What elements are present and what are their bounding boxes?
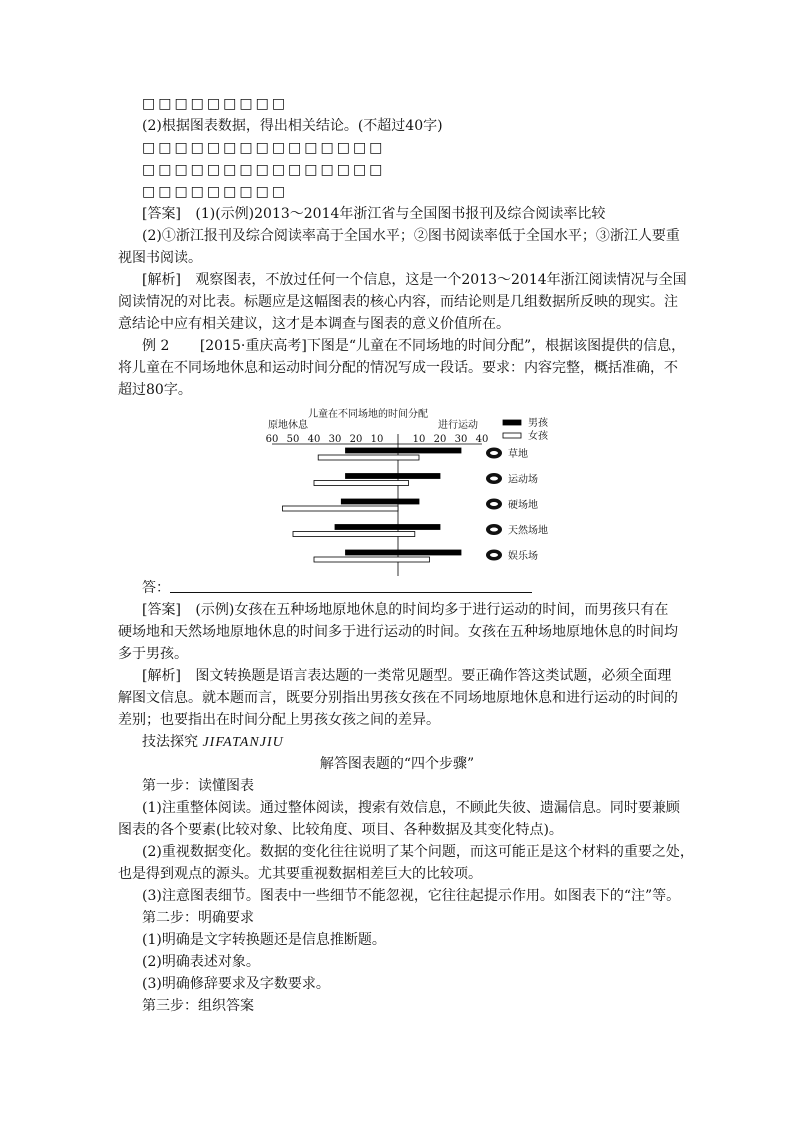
example-2-line1 bbox=[142, 336, 685, 356]
analysis-2-line2: 解图文信息。就本题而言，既要分别指出男孩女孩在不同场地原地休息和进行运动的时间的 bbox=[118, 690, 678, 706]
tick-label-left: 50 bbox=[286, 434, 300, 445]
question-2-prompt: (2)根据图表数据，得出相关结论。(不超过40字) bbox=[142, 118, 443, 134]
chart-right-label: 进行运动 bbox=[438, 420, 478, 431]
step-2-item-1: (1)明确是文字转换题还是信息推断题。 bbox=[142, 932, 386, 948]
legend-label-boys: 男孩 bbox=[528, 418, 548, 429]
answer-1-line1 bbox=[142, 204, 605, 224]
boys-bar-4 bbox=[335, 525, 440, 530]
answer-2-text: (示例)女孩在五种场地原地休息的时间均多于进行运动的时间，而男孩只有在 bbox=[195, 602, 669, 618]
tick-label-left: 10 bbox=[370, 434, 384, 445]
tick-label-right: 40 bbox=[475, 434, 489, 445]
answer-prompt: 答： bbox=[142, 580, 170, 596]
step-1-item-1: (1)注重整体阅读。通过整体阅读，搜索有效信息，不顾此失彼、遗漏信息。同时要兼顾 bbox=[142, 800, 680, 816]
boys-bar-5 bbox=[346, 550, 462, 555]
step-1-item-2: (2)重视数据变化。数据的变化往往说明了某个问题，而这可能正是这个材料的重要之处， bbox=[142, 844, 694, 860]
answer-1-line2: (2)①浙江报刊及综合阅读率高于全国水平；②图书阅读率低于全国水平；③浙江人要重 bbox=[142, 228, 680, 244]
tick-label-right: 10 bbox=[412, 434, 426, 445]
example-2-line3: 超过80字。 bbox=[118, 382, 192, 398]
answer-2-line2: 硬场地和天然场地原地休息的时间多于进行运动的时间。女孩在五种场地原地休息的时间均 bbox=[118, 624, 678, 640]
hard-court-icon bbox=[486, 499, 502, 510]
analysis-1-line2: 阅读情况的对比表。标题应是这幅图表的核心内容，而结论则是几组数据所反映的现实。注 bbox=[118, 294, 678, 310]
category-label-4: 天然场地 bbox=[508, 525, 548, 537]
tick-label-left: 20 bbox=[349, 434, 363, 445]
nature-ground-icon bbox=[486, 524, 502, 535]
legend-swatch-boys bbox=[503, 420, 521, 425]
time-allocation-chart bbox=[250, 404, 570, 580]
category-label-3: 硬场地 bbox=[508, 500, 538, 511]
analysis-2-text: 图文转换题是语言表达题的一类常见题型。要正确作答这类试题，必须全面理 bbox=[195, 668, 672, 684]
category-label-5: 娱乐场 bbox=[508, 551, 538, 562]
girls-bar-1 bbox=[318, 455, 419, 460]
chart-title: 儿童在不同场地的时间分配 bbox=[308, 409, 428, 420]
answer-write-line[interactable] bbox=[170, 592, 532, 593]
analysis-1-line3: 意结论中应有相关建议，这才是本调查与图表的意义价值所在。 bbox=[118, 316, 510, 332]
example-2-text: [2015·重庆高考]下图是“儿童在不同场地的时间分配”，根据该图提供的信息， bbox=[199, 338, 686, 354]
legend-swatch-girls bbox=[503, 433, 521, 438]
technique-heading bbox=[142, 732, 284, 753]
section-title: 解答图表题的“四个步骤” bbox=[319, 756, 475, 772]
tick-label-right: 20 bbox=[433, 434, 447, 445]
answer-boxes-q2-line3: □□□□□□□□□ bbox=[142, 184, 289, 200]
step-2-item-2: (2)明确表述对象。 bbox=[142, 954, 260, 970]
answer-boxes-q2-line2: □□□□□□□□□□□□□□□ bbox=[142, 162, 386, 178]
step-1-item-3: (3)注意图表细节。图表中一些细节不能忽视，它往往起提示作用。如图表下的“注”等。 bbox=[142, 888, 681, 904]
analysis-label: [解析] bbox=[142, 668, 181, 684]
answer-label: [答案] bbox=[142, 602, 181, 618]
tick-label-left: 30 bbox=[328, 434, 342, 445]
boys-bar-1 bbox=[346, 448, 462, 453]
category-label-1: 草地 bbox=[508, 449, 528, 460]
girls-bar-5 bbox=[314, 557, 430, 562]
girls-bar-4 bbox=[293, 532, 415, 537]
tick-label-right: 30 bbox=[454, 434, 468, 445]
chart-legend bbox=[503, 416, 549, 442]
playground-icon bbox=[486, 550, 502, 561]
step-1-item-2-cont: 也是得到观点的源头。尤其要重视数据相差巨大的比较项。 bbox=[118, 866, 482, 882]
step-2-title: 第二步：明确要求 bbox=[142, 910, 254, 926]
step-3-title: 第三步：组织答案 bbox=[142, 998, 254, 1014]
answer-2-line1 bbox=[142, 600, 668, 620]
answer-boxes-q2-line1: □□□□□□□□□□□□□□□ bbox=[142, 140, 386, 156]
tick-label-left: 40 bbox=[307, 434, 321, 445]
answer-1-line3: 视图书阅读。 bbox=[118, 250, 202, 266]
answer-label: [答案] bbox=[142, 206, 181, 222]
girls-bar-2 bbox=[314, 481, 409, 486]
analysis-1-line1 bbox=[142, 270, 687, 290]
boys-bar-3 bbox=[341, 499, 419, 504]
step-1-title: 第一步：读懂图表 bbox=[142, 778, 254, 794]
technique-pinyin: JIFATANJIU bbox=[202, 735, 284, 750]
analysis-label: [解析] bbox=[142, 272, 181, 288]
example-2-line2: 将儿童在不同场地休息和运动时间分配的情况写成一段话。要求：内容完整，概括准确，不 bbox=[118, 360, 678, 376]
analysis-2-line1 bbox=[142, 666, 671, 686]
category-label-2: 运动场 bbox=[508, 474, 538, 486]
grass-icon bbox=[486, 448, 502, 459]
technique-label: 技法探究 bbox=[142, 734, 198, 750]
answer-2-line3: 多于男孩。 bbox=[118, 646, 188, 662]
example-2-label: 例 2 bbox=[142, 338, 170, 354]
step-1-item-1-cont: 图表的各个要素(比较对象、比较角度、项目、各种数据及其变化特点)。 bbox=[118, 822, 563, 838]
step-2-item-3: (3)明确修辞要求及字数要求。 bbox=[142, 976, 330, 992]
chart-left-label: 原地休息 bbox=[268, 420, 308, 431]
girls-bar-3 bbox=[283, 506, 399, 511]
analysis-2-line3: 差别；也要指出在时间分配上男孩女孩之间的差异。 bbox=[118, 712, 440, 728]
sports-field-icon bbox=[486, 473, 502, 484]
answer-boxes-q1: □□□□□□□□□ bbox=[142, 96, 289, 112]
legend-label-girls: 女孩 bbox=[528, 431, 548, 442]
tick-label-left: 60 bbox=[265, 434, 279, 445]
answer-1-text: (1)(示例)2013～2014年浙江省与全国图书报刊及综合阅读率比较 bbox=[195, 206, 606, 222]
boys-bar-2 bbox=[346, 474, 441, 479]
analysis-1-text: 观察图表，不放过任何一个信息，这是一个2013～2014年浙江阅读情况与全国 bbox=[195, 272, 687, 288]
